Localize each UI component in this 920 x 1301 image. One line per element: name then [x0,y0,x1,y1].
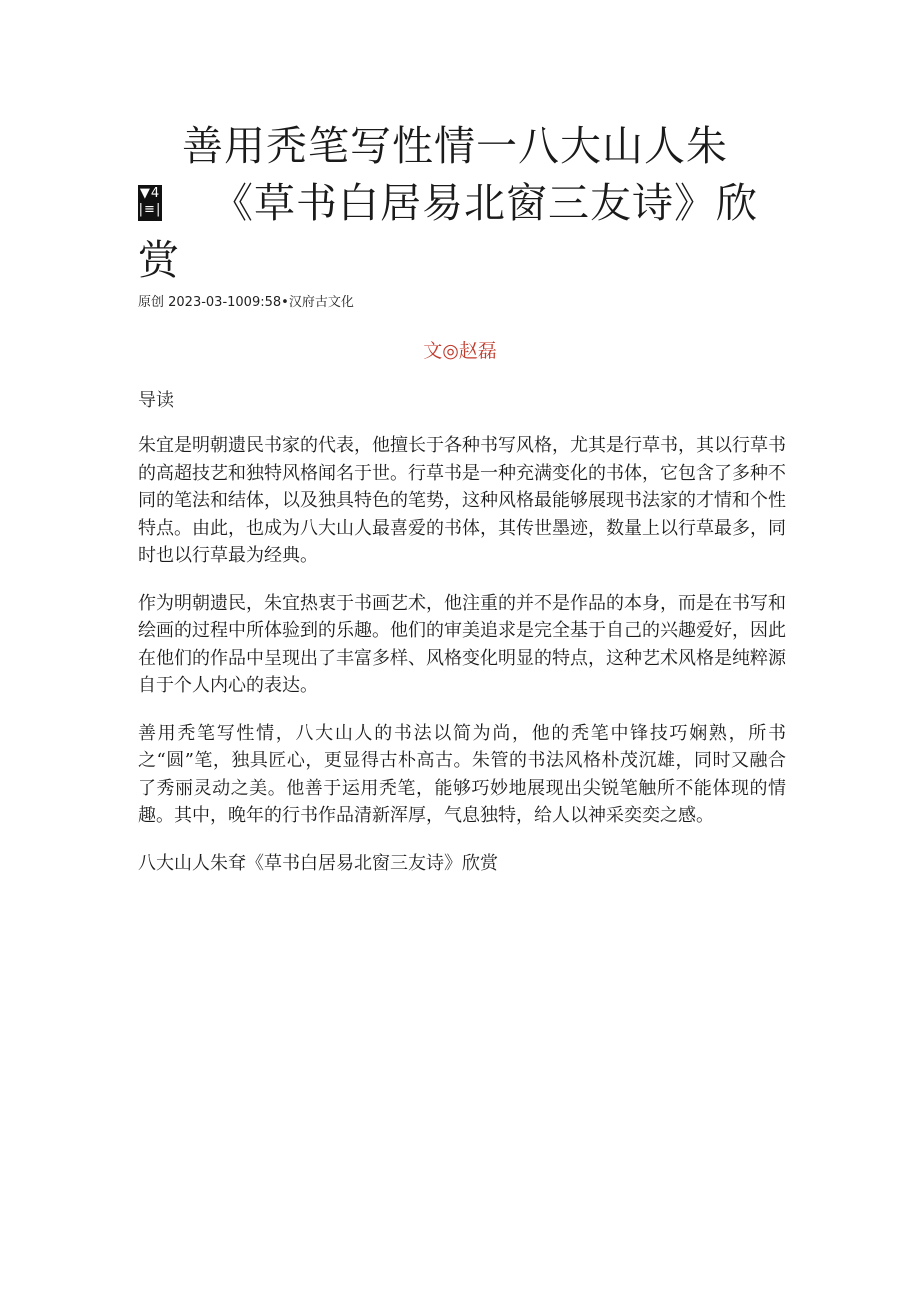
author-line: 文◎赵磊 [423,340,497,362]
image-caption: 八大山人朱耷《草书白居易北窗三友诗》欣赏 [138,852,498,874]
title-line-1: 善用秃笔写性情一八大山人朱 [182,122,728,170]
paragraph: 朱宜是明朝遗民书家的代表，他擅长于各种书写风格，尤其是行草书，其以行草书的高超技艺和独特风格闻名于世。行草书是一种充满变化的书体，它包含了多种不同的笔法和结体，以及独具特色的笔势，这种风格最能够展现书法家的才情和个性特点。由此，也成为八大山人最喜爱的书体，其传世墨迹，数量上以行草最多，同时也以行草最为经典。 [138,435,786,566]
glyph-bottom: |≡| [138,201,162,217]
title-line-2-text: 《草书白居易北窗三友诗》欣 [212,179,758,227]
article-title [138,118,788,289]
garbled-glyph-icon [138,185,162,221]
title-line-3: 赏 [138,236,180,284]
title-line-2 [138,175,788,232]
paragraph: 作为明朝遗民，朱宜热衷于书画艺术，他注重的并不是作品的本身，而是在书写和绘画的过程中所体验到的乐趣。他们的审美追求是完全基于自己的兴趣爱好，因此在他们的作品中呈现出了丰富多样、风格变化明显的特点，这种艺术风格是纯粹源自于个人内心的表达。 [138,592,786,696]
article-meta: 原创 2023-03-1009:58•汉府古文化 [138,295,354,310]
lead-label: 导读 [138,390,174,411]
article-body [138,432,786,897]
paragraph: 善用秃笔写性情，八大山人的书法以简为尚，他的秃笔中锋技巧娴熟，所书之“圆”笔，独具匠心，更显得古朴高古。朱管的书法风格朴茂沉雄，同时又融合了秀丽灵动之美。他善于运用秃笔，能够巧妙地展现出尖锐笔触所不能体现的情趣。其中，晚年的行书作品清新浑厚，气息独特，给人以神采奕奕之感。 [138,722,786,826]
glyph-top: ▼4 [139,185,161,201]
